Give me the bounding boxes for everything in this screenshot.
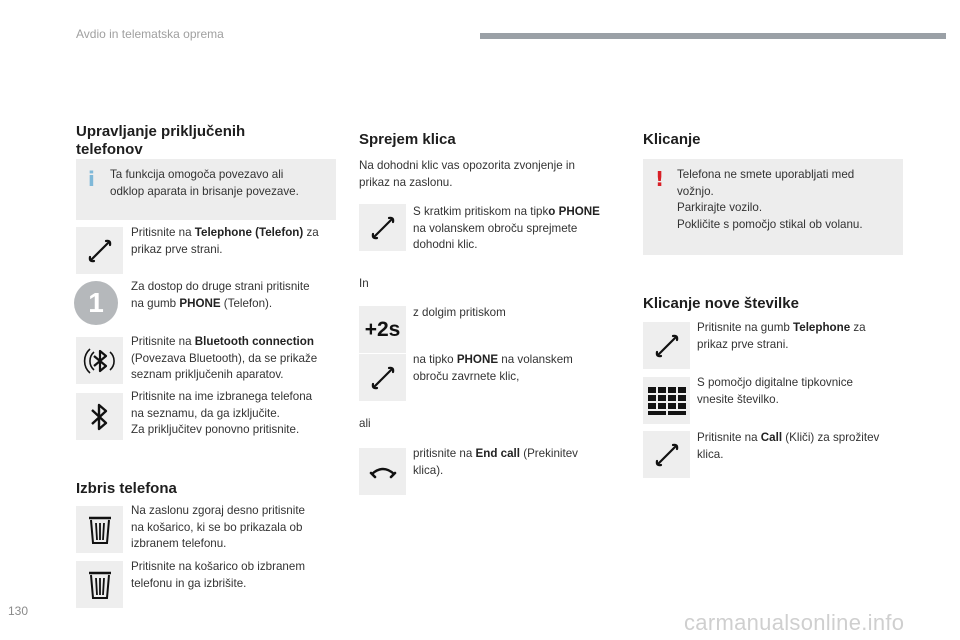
step-long-press bbox=[413, 305, 623, 322]
section-title-new-number: Klicanje nove številke bbox=[643, 295, 799, 312]
text: na košarico, ki se bo prikazala ob bbox=[131, 520, 303, 534]
text: za bbox=[303, 226, 319, 239]
step-delete-2 bbox=[131, 559, 341, 592]
text: Pritisnite na gumb bbox=[697, 321, 794, 334]
text-bold: Bluetooth connection bbox=[194, 335, 314, 348]
text: Pritisnite na bbox=[697, 431, 761, 444]
text: Pritisnite na košarico ob izbranem bbox=[131, 560, 305, 573]
text: (Telefon). bbox=[220, 296, 273, 310]
text: z dolgim pritiskom bbox=[413, 306, 506, 319]
phone-icon bbox=[76, 227, 123, 274]
text-bold: End call bbox=[475, 447, 520, 460]
word-ali: ali bbox=[359, 417, 371, 430]
section-title-receive-call: Sprejem klica bbox=[359, 131, 456, 148]
warning-note bbox=[643, 159, 903, 255]
step-new-telephone bbox=[697, 320, 907, 353]
text: telefonu in ga izbrišite. bbox=[131, 576, 247, 590]
text: pritisnite na bbox=[413, 447, 476, 460]
keypad-icon bbox=[643, 377, 690, 424]
text-bold: PHONE bbox=[456, 353, 499, 366]
section-title-connected-phones bbox=[76, 123, 245, 159]
text: Za priključitev ponovno pritisnite. bbox=[131, 423, 300, 436]
text: obroču zavrnete klic, bbox=[413, 369, 520, 383]
page-number: 130 bbox=[8, 604, 29, 618]
text: S kratkim pritiskom na tipk bbox=[413, 205, 549, 218]
phone-icon bbox=[359, 204, 406, 251]
text: seznam priključenih aparatov. bbox=[131, 368, 284, 381]
step-reject bbox=[413, 352, 623, 385]
text-bold: Telephone (Telefon) bbox=[194, 226, 304, 239]
text-bold: o PHONE bbox=[548, 205, 600, 218]
bluetooth-icon bbox=[76, 393, 123, 440]
text: za bbox=[850, 321, 866, 334]
text: vnesite številko. bbox=[697, 392, 779, 406]
chapter-badge: 1 bbox=[74, 281, 118, 325]
step-telephone bbox=[131, 225, 341, 258]
trash-icon bbox=[76, 561, 123, 608]
text: S pomočjo digitalne tipkovnice bbox=[697, 376, 853, 389]
phone-icon bbox=[359, 354, 406, 401]
note-line: Parkirajte vozilo. bbox=[677, 201, 763, 214]
text: prikaz prve strani. bbox=[131, 242, 223, 256]
text: na volanskem obroču sprejmete bbox=[413, 221, 578, 235]
step-end-call bbox=[413, 446, 623, 479]
long-press-2s-icon: +2s bbox=[359, 306, 406, 353]
step-select-phone bbox=[131, 389, 341, 439]
info-note bbox=[76, 159, 336, 220]
text-bold: Telephone bbox=[793, 321, 851, 334]
text: Pritisnite na bbox=[131, 335, 195, 348]
text: (Kliči) za sprožitev bbox=[782, 431, 880, 444]
intro-text bbox=[359, 158, 619, 191]
warning-icon: ! bbox=[655, 167, 665, 191]
text: (Povezava Bluetooth), da se prikaže bbox=[131, 351, 318, 365]
step-second-page bbox=[131, 279, 341, 312]
text: Na zaslonu zgoraj desno pritisnite bbox=[131, 504, 306, 517]
text: Za dostop do druge strani pritisnite bbox=[131, 280, 310, 293]
note-line: odklop aparata in brisanje povezave. bbox=[110, 184, 299, 198]
section-title-delete-phone: Izbris telefona bbox=[76, 480, 177, 497]
step-delete-1 bbox=[131, 503, 341, 553]
bluetooth-search-icon bbox=[76, 337, 123, 384]
header-bar bbox=[480, 33, 946, 39]
text: klica. bbox=[697, 447, 724, 461]
note-line: Ta funkcija omogoča povezavo ali bbox=[110, 168, 284, 181]
watermark: carmanualsonline.info bbox=[684, 610, 905, 635]
phone-icon bbox=[643, 322, 690, 369]
text: na tipko bbox=[413, 353, 457, 366]
note-line: Pokličite s pomočjo stikal ob volanu. bbox=[677, 217, 863, 231]
text: prikaz na zaslonu. bbox=[359, 175, 453, 189]
text: (Prekinitev bbox=[519, 447, 578, 460]
section-title-calling: Klicanje bbox=[643, 131, 701, 148]
step-short-press bbox=[413, 204, 623, 254]
note-line: vožnjo. bbox=[677, 184, 714, 198]
step-keypad bbox=[697, 375, 907, 408]
text: Pritisnite na ime izbranega telefona bbox=[131, 390, 313, 403]
text: klica). bbox=[413, 463, 444, 477]
header-title: Avdio in telematska oprema bbox=[76, 27, 224, 41]
text: na seznamu, da ga izključite. bbox=[131, 406, 280, 420]
text: na gumb bbox=[131, 296, 180, 310]
text-bold: Call bbox=[760, 431, 783, 444]
info-icon: i bbox=[88, 167, 95, 191]
word-in: In bbox=[359, 277, 369, 290]
text: Na dohodni klic vas opozorita zvonjenje in bbox=[359, 159, 575, 172]
step-bluetooth bbox=[131, 334, 341, 384]
step-call bbox=[697, 430, 907, 463]
text: izbranem telefonu. bbox=[131, 537, 227, 550]
text: Pritisnite na bbox=[131, 226, 195, 239]
trash-icon bbox=[76, 506, 123, 553]
text: na volanskem bbox=[498, 353, 573, 366]
note-line: Telefona ne smete uporabljati med bbox=[677, 168, 855, 181]
section-title-line: telefonov bbox=[76, 141, 143, 158]
section-title-line: Upravljanje priključenih bbox=[76, 123, 246, 140]
text: dohodni klic. bbox=[413, 238, 478, 251]
phone-icon bbox=[643, 431, 690, 478]
text-bold: PHONE bbox=[179, 296, 221, 310]
hang-up-icon bbox=[359, 448, 406, 495]
text: prikaz prve strani. bbox=[697, 337, 789, 351]
